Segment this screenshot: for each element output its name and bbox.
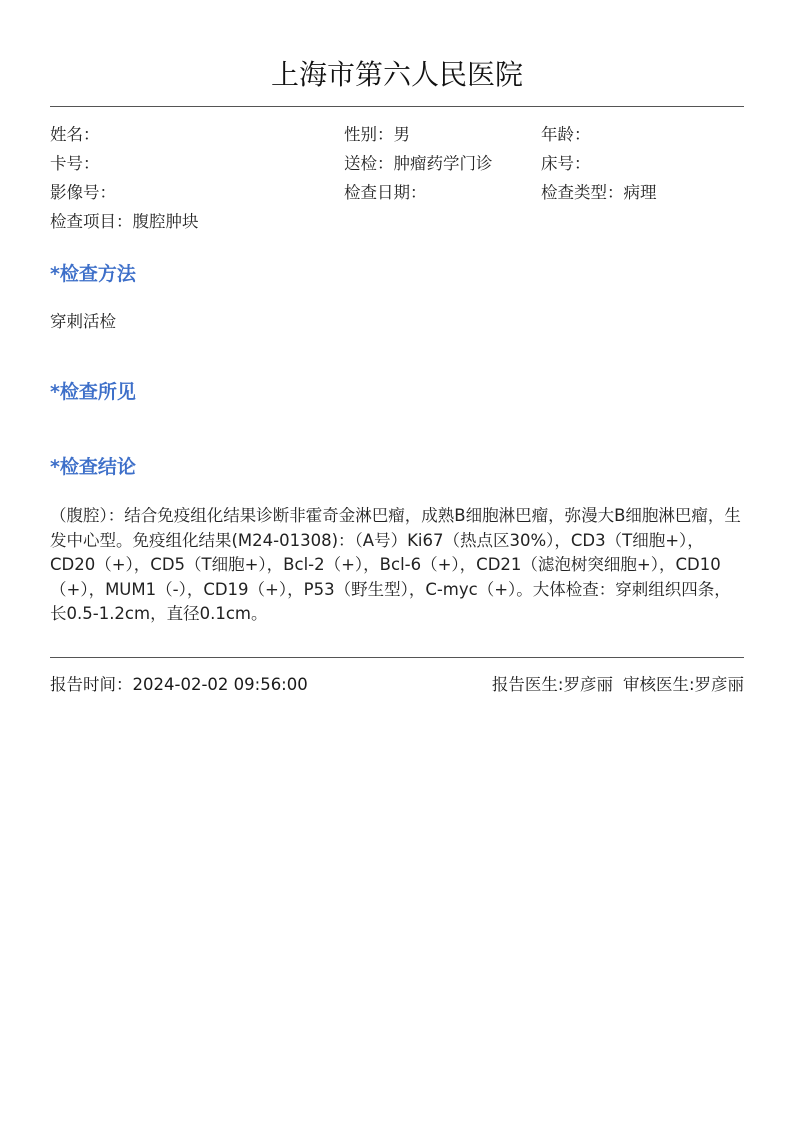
footer-divider [50, 657, 744, 658]
image-number-field [50, 182, 116, 204]
patient-name-label: 姓名： [50, 125, 100, 144]
exam-date-label: 检查日期： [344, 183, 427, 202]
exam-conclusion-heading: *检查结论 [50, 456, 136, 478]
exam-method-body: 穿刺活检 [50, 312, 116, 331]
referral-value: 肿瘤药学门诊 [393, 154, 493, 173]
exam-type-field [541, 182, 657, 204]
exam-findings-heading: *检查所见 [50, 381, 136, 403]
report-doctor-value: 罗彦丽 [563, 675, 613, 694]
exam-type-value: 病理 [623, 183, 657, 202]
exam-conclusion-body: （腹腔）：结合免疫组化结果诊断非霍奇金淋巴瘤，成熟B细胞淋巴瘤，弥漫大B细胞淋巴瘤，生发中心型。免疫组化结果(M24-01308)：（A号）Ki67（热点区30%），CD3（T细胞+），CD20（+），CD5（T细胞+），Bcl-2（+），Bcl-6（+），CD21（滤泡树突细胞+），CD10（+），MUM1（-），CD19（+），P53（野生型），C-myc（+）。大体检查：穿刺组织四条，长0.5-1.2cm，直径0.1cm。 [50, 506, 741, 623]
review-doctor-value: 罗彦丽 [694, 675, 744, 694]
referral-label: 送检： [344, 154, 394, 173]
exam-method-heading: *检查方法 [50, 263, 136, 285]
gender-label: 性别： [344, 125, 394, 144]
card-number-field [50, 153, 100, 175]
gender-value: 男 [393, 125, 410, 144]
exam-type-label: 检查类型： [541, 183, 624, 202]
exam-item-label: 检查项目： [50, 212, 133, 231]
bed-label: 床号： [541, 154, 591, 173]
report-doctor-label: 报告医生: [491, 675, 564, 694]
gender-field [344, 124, 410, 146]
report-time [50, 674, 308, 696]
exam-date-field [344, 182, 427, 204]
card-number-label: 卡号： [50, 154, 100, 173]
doctor-signatures [492, 674, 744, 696]
patient-name-field [50, 124, 100, 146]
exam-item-field [50, 211, 199, 233]
age-field [541, 124, 591, 146]
age-label: 年龄： [541, 125, 591, 144]
review-doctor-label: 审核医生: [622, 675, 695, 694]
report-time-label: 报告时间： [50, 675, 133, 694]
referral-field [344, 153, 493, 175]
report-time-value: 2024-02-02 09:56:00 [132, 675, 308, 694]
exam-item-value: 腹腔肿块 [132, 212, 199, 231]
header-divider [50, 106, 744, 107]
bed-field [541, 153, 591, 175]
image-number-label: 影像号： [50, 183, 116, 202]
hospital-title: 上海市第六人民医院 [270, 58, 523, 91]
